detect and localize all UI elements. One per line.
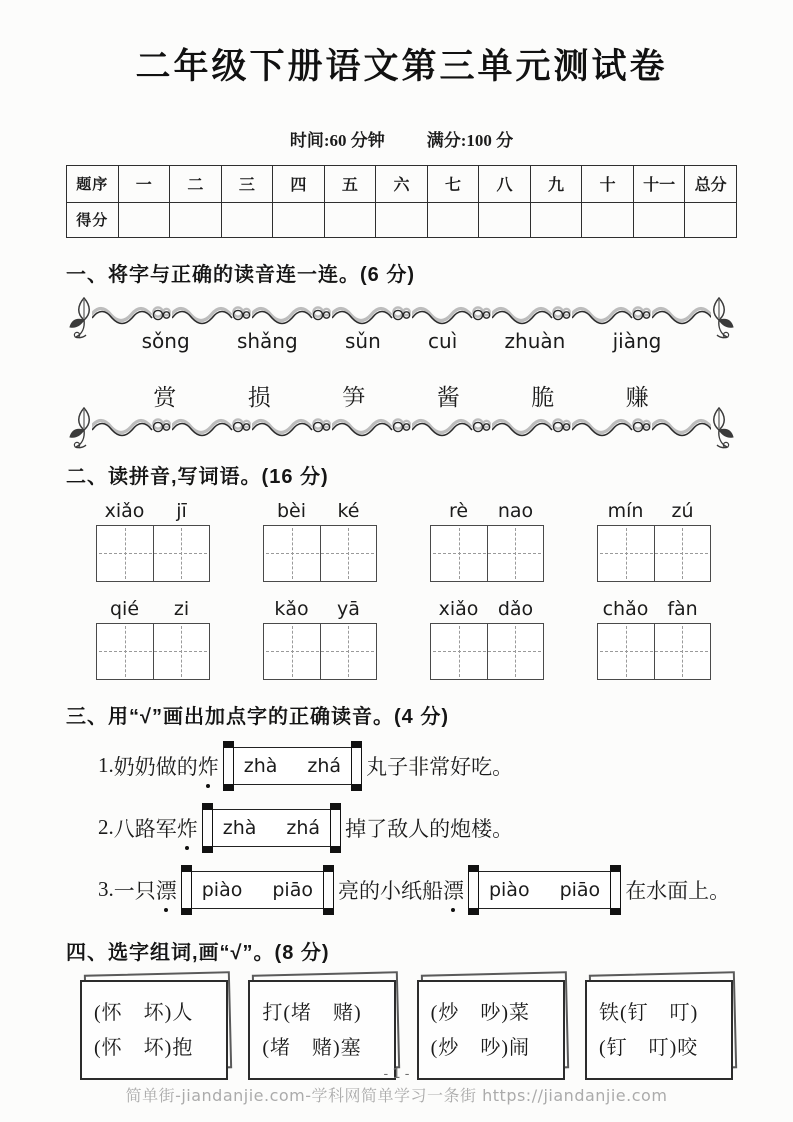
word-group (263, 598, 377, 680)
writing-cell[interactable] (654, 526, 711, 581)
section4-heading: 四、选字组词,画“√”。(8 分) (66, 941, 330, 964)
syllable: xiǎo (438, 597, 479, 620)
pinyin-label (263, 500, 377, 522)
pinyin-choice[interactable]: piāo (559, 878, 601, 901)
score-col: 一 (118, 165, 170, 202)
score-col: 三 (221, 165, 273, 202)
pinyin-choice[interactable]: piāo (272, 878, 313, 901)
page-number: - 1 - (383, 1067, 410, 1082)
leaf-ornament-icon (705, 294, 735, 340)
score-col: 二 (170, 165, 222, 202)
item-number: 2. (98, 815, 114, 839)
pinyin-option[interactable]: shǎng (236, 328, 298, 353)
score-col: 四 (273, 165, 325, 202)
sentence-text: 奶奶做的 (113, 754, 198, 779)
pinyin-label (597, 500, 711, 522)
word-group (597, 598, 711, 680)
score-col: 六 (376, 165, 428, 202)
writing-grid (263, 525, 377, 582)
score-col: 九 (530, 165, 582, 202)
character-option[interactable]: 脆 (531, 384, 556, 410)
score-cell[interactable] (273, 202, 325, 237)
pronunciation-choice-box[interactable] (185, 871, 330, 909)
word-group (430, 598, 544, 680)
sentence-text: 掉了敌人的炮楼。 (345, 816, 514, 841)
sentence-text: 一只 (113, 878, 156, 903)
pinyin-options-row (92, 329, 711, 353)
score-cell[interactable] (376, 202, 428, 237)
writing-cell[interactable] (153, 526, 210, 581)
watermark-text: 简单街-jiandanjie.com-学科网简单学习一条街 https://jiandanjie.com (125, 1086, 668, 1105)
writing-cell[interactable] (487, 624, 544, 679)
score-cell[interactable] (427, 202, 479, 237)
score-cell[interactable] (530, 202, 582, 237)
item-number: 1. (98, 753, 114, 777)
writing-grid (263, 623, 377, 680)
writing-cell[interactable] (654, 624, 711, 679)
score-cell[interactable] (633, 202, 685, 237)
score-col: 五 (324, 165, 376, 202)
pinyin-label (430, 598, 544, 620)
character-option[interactable]: 损 (247, 384, 272, 410)
pinyin-choice[interactable]: zhà (243, 754, 278, 777)
pinyin-label (96, 500, 210, 522)
pinyin-choice[interactable]: piào (201, 878, 243, 901)
writing-cell[interactable] (97, 624, 153, 679)
character-option[interactable]: 赏 (153, 384, 178, 410)
syllable: yā (337, 597, 360, 620)
choice-line[interactable]: (钉 叮)咬 (598, 1036, 699, 1059)
writing-grid (430, 623, 544, 680)
leaf-ornament-icon (68, 404, 98, 450)
writing-cell[interactable] (598, 526, 654, 581)
score-header-label: 题序 (67, 165, 119, 202)
character-option[interactable]: 赚 (625, 384, 650, 410)
writing-cell[interactable] (487, 526, 544, 581)
writing-cell[interactable] (97, 526, 153, 581)
pinyin-label (430, 500, 544, 522)
writing-grid (96, 623, 210, 680)
writing-cell[interactable] (598, 624, 654, 679)
writing-cell[interactable] (320, 624, 377, 679)
syllable: zú (671, 499, 694, 522)
scallop-line (92, 302, 711, 328)
score-cell[interactable] (170, 202, 222, 237)
syllable: qié (109, 597, 140, 620)
word-group (263, 500, 377, 582)
sentence-text: 在水面上。 (625, 878, 731, 903)
page-footer (0, 1067, 793, 1106)
choice-line[interactable]: (炒 吵)闹 (430, 1036, 530, 1059)
sentence-text: 八路军 (113, 816, 177, 841)
dotted-character: 炸 (177, 813, 198, 843)
sentence-text: 亮的小纸船 (337, 878, 443, 903)
word-group (430, 500, 544, 582)
dotted-character: 漂 (443, 875, 464, 905)
score-col: 十 (582, 165, 634, 202)
choice-line[interactable]: 铁(钉 叮) (598, 1001, 699, 1024)
choice-line[interactable]: (堵 赌)塞 (262, 1036, 362, 1059)
exam-time: 时间:60 分钟 (289, 130, 385, 150)
writing-cell[interactable] (320, 526, 377, 581)
score-cell[interactable] (221, 202, 273, 237)
choice-line[interactable]: (炒 吵)菜 (430, 1001, 530, 1024)
pinyin-option[interactable]: sǔn (344, 328, 381, 353)
pronunciation-choice-box[interactable] (227, 747, 358, 785)
pronunciation-item-3 (98, 864, 737, 916)
word-choice-card[interactable] (248, 980, 396, 1080)
leaf-ornament-icon (705, 404, 735, 450)
scallop-line (92, 414, 711, 440)
pronunciation-item-1 (98, 740, 737, 792)
pinyin-divider (76, 302, 727, 353)
score-cell[interactable] (118, 202, 170, 237)
pronunciation-item-2 (98, 802, 737, 854)
score-table-header-row (67, 165, 737, 202)
writing-cell[interactable] (153, 624, 210, 679)
choice-line[interactable]: (怀 坏)人 (94, 1001, 194, 1024)
syllable: dǎo (497, 597, 534, 620)
syllable: zi (173, 597, 190, 620)
score-cell[interactable] (479, 202, 531, 237)
pronunciation-choice-box[interactable] (472, 871, 617, 909)
pinyin-write-row-1 (96, 500, 711, 582)
score-cell[interactable] (324, 202, 376, 237)
word-group (597, 500, 711, 582)
score-row-label: 得分 (67, 202, 119, 237)
writing-cell[interactable] (431, 526, 487, 581)
writing-grid (96, 525, 210, 582)
syllable: rè (448, 499, 469, 522)
pinyin-choice[interactable]: piào (488, 878, 530, 901)
exam-full-score: 满分:100 分 (426, 130, 514, 150)
syllable: kǎo (274, 597, 309, 620)
writing-grid (430, 525, 544, 582)
score-col: 七 (427, 165, 479, 202)
character-options-row (92, 379, 711, 412)
section3-heading: 三、用“√”画出加点字的正确读音。(4 分) (66, 705, 449, 728)
word-group (96, 598, 210, 680)
dotted-character: 炸 (198, 751, 219, 781)
pinyin-option[interactable]: sǒng (141, 328, 190, 353)
syllable: nao (497, 499, 534, 522)
pinyin-label (96, 598, 210, 620)
syllable: xiǎo (104, 499, 145, 522)
leaf-ornament-icon (68, 294, 98, 340)
character-divider (76, 379, 727, 440)
pinyin-write-row-2 (96, 598, 711, 680)
choice-line[interactable]: (怀 坏)抱 (94, 1036, 194, 1059)
score-table-score-row (67, 202, 737, 237)
pinyin-label (597, 598, 711, 620)
writing-cell[interactable] (264, 624, 320, 679)
word-choice-card[interactable] (585, 980, 733, 1080)
character-option[interactable]: 酱 (436, 384, 461, 410)
score-cell[interactable] (582, 202, 634, 237)
pinyin-choice[interactable]: zhá (286, 816, 321, 839)
dotted-character: 漂 (156, 875, 177, 905)
syllable: fàn (667, 597, 698, 620)
syllable: bèi (276, 499, 307, 522)
syllable: mín (607, 499, 644, 522)
score-table (66, 165, 737, 238)
pinyin-label (263, 598, 377, 620)
writing-grid (597, 623, 711, 680)
writing-grid (597, 525, 711, 582)
page-title: 二年级下册语文第三单元测试卷 (135, 47, 668, 86)
pinyin-choice[interactable]: zhà (222, 816, 257, 839)
syllable: jī (176, 499, 187, 522)
writing-cell[interactable] (431, 624, 487, 679)
score-col: 十一 (633, 165, 685, 202)
character-option[interactable]: 笋 (342, 384, 367, 410)
pinyin-option[interactable]: jiàng (612, 328, 662, 353)
word-choice-cards (80, 980, 733, 1080)
pinyin-option[interactable]: zhuàn (504, 328, 566, 353)
word-group (96, 500, 210, 582)
syllable: chǎo (602, 597, 649, 620)
pronunciation-choice-box[interactable] (206, 809, 337, 847)
pinyin-option[interactable]: cuì (428, 328, 458, 353)
exam-info (66, 126, 737, 151)
section2-heading: 二、读拼音,写词语。(16 分) (66, 465, 329, 488)
writing-cell[interactable] (264, 526, 320, 581)
sentence-text: 丸子非常好吃。 (366, 754, 514, 779)
score-cell-total[interactable] (685, 202, 737, 237)
choice-line[interactable]: 打(堵 赌) (262, 1001, 362, 1024)
pinyin-choice[interactable]: zhá (307, 754, 342, 777)
item-number: 3. (98, 877, 114, 901)
score-col-total: 总分 (685, 165, 737, 202)
word-choice-card[interactable] (80, 980, 228, 1080)
score-col: 八 (479, 165, 531, 202)
word-choice-card[interactable] (417, 980, 565, 1080)
section1-heading: 一、将字与正确的读音连一连。(6 分) (66, 263, 415, 286)
syllable: ké (337, 499, 360, 522)
